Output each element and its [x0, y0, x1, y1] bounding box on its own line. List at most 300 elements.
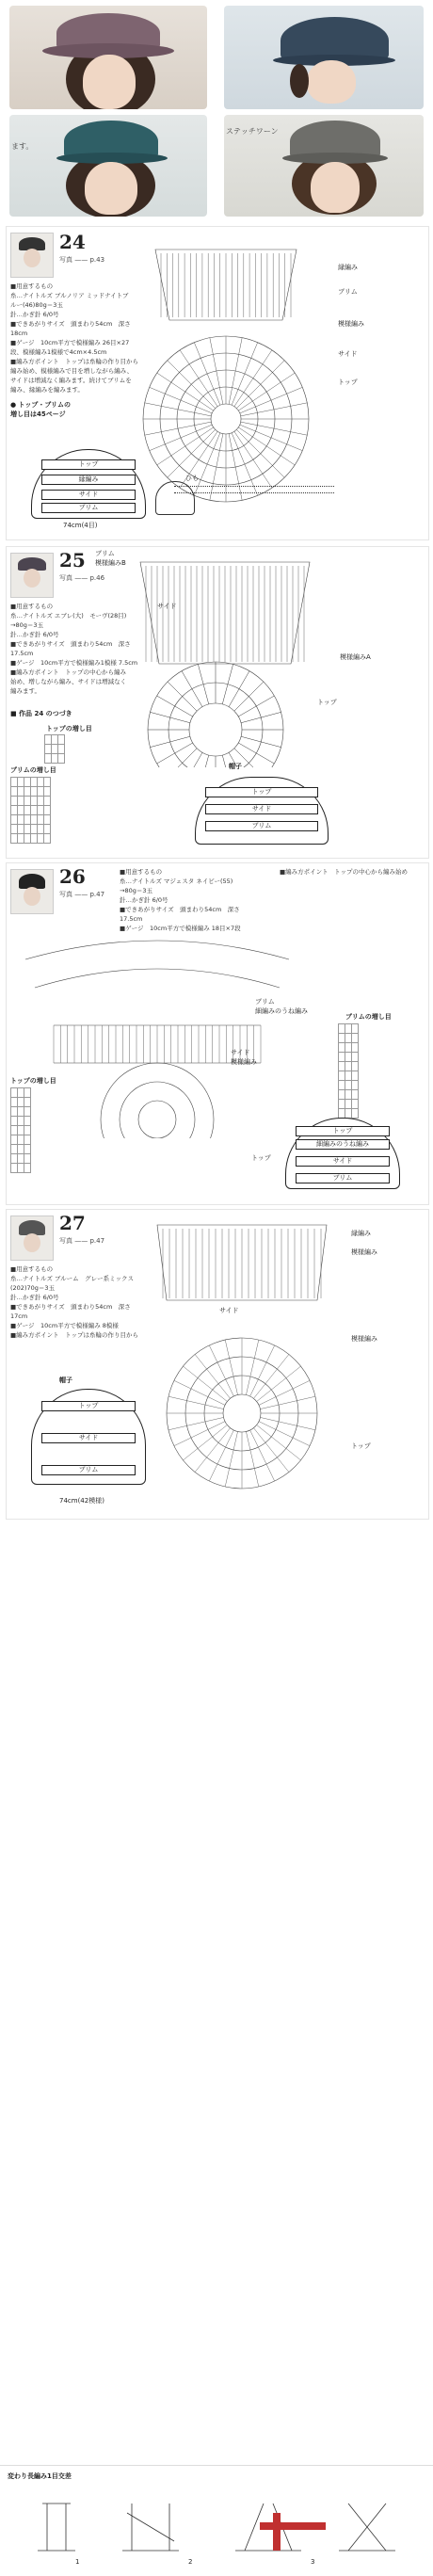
table-cell	[44, 806, 51, 815]
pattern-25-crochet-chart	[112, 551, 338, 767]
stitch-mark	[232, 343, 258, 406]
stitch-mark	[241, 403, 308, 416]
table-cell	[38, 834, 44, 844]
hat-brim-box: ブリム	[296, 1173, 390, 1183]
table-cell	[11, 1164, 18, 1173]
hat-edge-box: 縁編み	[41, 475, 136, 485]
table-cell	[18, 1135, 24, 1145]
photo-woman-blue-cloche	[224, 6, 424, 109]
label-top: トップ	[338, 378, 358, 386]
pattern-number: 24	[59, 231, 86, 253]
hat-size-label: 74cm(4目)	[63, 522, 98, 529]
table-row	[339, 1100, 359, 1109]
materials-line: 糸…ナイトルズ ブルーム グレー系ミックス	[10, 1275, 134, 1282]
table-cell	[58, 735, 65, 745]
table-cell	[44, 778, 51, 787]
hat-schematic	[31, 449, 146, 519]
table-cell	[352, 1053, 359, 1062]
pattern-26-crochet-chart	[16, 931, 298, 1138]
table-cell	[44, 797, 51, 806]
table-row	[339, 1090, 359, 1100]
hat-title: 帽子	[59, 1377, 72, 1384]
table-cell	[352, 1071, 359, 1081]
materials-line: ■できあがりサイズ 頭まわり54cm 深さ	[120, 906, 240, 913]
table-cell	[18, 797, 24, 806]
stitch-mark	[222, 664, 233, 704]
materials-list	[120, 867, 261, 933]
hat-side-box: サイド	[205, 804, 318, 814]
stitch-mark	[238, 743, 274, 764]
stitch-mark	[150, 736, 190, 747]
table-cell	[31, 825, 38, 834]
materials-line: ■編み方ポイント トップは糸輪の作り目から	[10, 1331, 138, 1339]
label-pattern-a: 模様編みA	[340, 653, 371, 661]
label-pattern-b: 模様編みB	[95, 559, 126, 567]
stitch-mark	[182, 671, 202, 707]
stitch-mark	[174, 1380, 225, 1405]
materials-line: 編み、縁編みを編みます。	[10, 386, 84, 394]
top-increase-table	[10, 1087, 31, 1173]
stitch-mark	[253, 1354, 288, 1398]
hat-schematic	[285, 1118, 400, 1189]
table-row	[11, 1145, 31, 1154]
photo-woman-purple-hat	[9, 6, 207, 109]
label-top: トップ	[317, 699, 337, 706]
stitch-mark	[183, 1366, 227, 1401]
table-row	[339, 1053, 359, 1062]
string-chain	[174, 486, 334, 493]
label-brim-ridge: 細編みのうね編み	[255, 1007, 308, 1015]
table-row	[11, 1154, 31, 1164]
stitch-mark	[209, 1345, 233, 1396]
table-cell	[31, 787, 38, 797]
stitch-mark	[157, 743, 193, 764]
photo-caption: ます。	[11, 142, 34, 151]
stitch-mark	[150, 425, 213, 451]
pattern-24-thumbnail	[10, 233, 54, 278]
stitch-mark	[246, 1431, 258, 1486]
stitch-mark	[229, 671, 249, 707]
materials-line: ■用意するもの	[10, 603, 54, 610]
materials-line: ■ゲージ 10cm平方で模様編み 18目×7段	[120, 925, 241, 932]
table-cell	[18, 834, 24, 844]
label-pattern: 模様編み	[351, 1248, 377, 1256]
table-cell	[345, 1071, 352, 1081]
stitch-mark	[168, 682, 197, 711]
table-cell	[11, 787, 18, 797]
table-cell	[18, 1117, 24, 1126]
table-cell	[18, 1088, 24, 1098]
table-cell	[345, 1109, 352, 1119]
step-caption-3: 3	[311, 2558, 315, 2566]
brim-increase-table-title: ブリムの増し目	[10, 766, 56, 774]
table-row	[11, 1098, 31, 1107]
table-cell	[52, 754, 58, 764]
photo-caption-2: ステッチワーン	[226, 127, 279, 136]
table-cell	[339, 1109, 345, 1119]
stitch-mark	[150, 387, 213, 413]
table-cell	[31, 806, 38, 815]
stitch-mark	[259, 1422, 310, 1446]
materials-line: ルー(46)80g＝3玉	[10, 301, 63, 309]
materials-line: 編みます。	[10, 687, 40, 695]
table-cell	[38, 778, 44, 787]
label-edge: 縁編み	[351, 1230, 371, 1237]
table-row	[11, 1088, 31, 1098]
photo-reference: 写真 —— p.47	[59, 1237, 105, 1245]
table-cell	[52, 745, 58, 754]
table-cell	[44, 825, 51, 834]
table-cell	[11, 1135, 18, 1145]
points-text: ■編み方ポイント トップの中心から編み始め	[280, 868, 408, 876]
pattern-24-crochet-chart	[118, 231, 334, 513]
table-cell	[45, 754, 52, 764]
table-cell	[345, 1024, 352, 1034]
materials-line: サイドは増減なく編みます。続けてブリムを	[10, 377, 132, 384]
materials-line: ■できあがりサイズ 頭まわり54cm 深さ	[10, 640, 131, 648]
materials-line: (202)70g＝3玉	[10, 1284, 56, 1292]
table-row	[11, 815, 51, 825]
stitch-diagram	[19, 2485, 414, 2569]
materials-line: 針…かぎ針 6/0号	[10, 311, 59, 318]
table-cell	[24, 1154, 31, 1164]
stitch-mark	[209, 1430, 233, 1481]
materials-line: 糸…ナイトルズ エブレ(大) モーヴ(28目)	[10, 612, 127, 620]
label-pattern: 模様編み	[338, 320, 364, 328]
top-increase-table-title: トップの増し目	[46, 725, 92, 733]
photo-reference: 写真 —— p.43	[59, 256, 105, 264]
table-cell	[45, 735, 52, 745]
pattern-24-card	[6, 226, 429, 540]
step-caption-1: 1	[75, 2558, 80, 2566]
table-cell	[11, 797, 18, 806]
label-side: サイド	[338, 350, 358, 358]
table-cell	[24, 806, 31, 815]
top-brim-note: ● トップ・ブリムの	[10, 401, 72, 409]
stitch-mark	[240, 425, 303, 451]
table-cell	[31, 797, 38, 806]
table-cell	[38, 815, 44, 825]
photo-woman-teal-hat	[9, 115, 207, 217]
table-cell	[339, 1071, 345, 1081]
table-cell	[18, 1145, 24, 1154]
materials-line: 糸…ナイトルズ マジェスタ ネイビー(55)	[120, 877, 233, 885]
stitch-mark	[145, 422, 212, 435]
table-cell	[18, 1098, 24, 1107]
pattern-26-card	[6, 862, 429, 1205]
stitch-mark	[257, 1366, 301, 1401]
table-cell	[352, 1043, 359, 1053]
hat-schematic	[31, 1389, 146, 1485]
materials-line: 針…かぎ針 6/0号	[10, 1294, 59, 1301]
top-increase-table-title: トップの増し目	[10, 1077, 56, 1085]
label-top: トップ	[351, 1442, 371, 1450]
top-brim-note-2: 増し目は45ページ	[10, 411, 66, 418]
table-cell	[24, 1098, 31, 1107]
hat-side-box: サイド	[296, 1156, 390, 1167]
table-cell	[52, 735, 58, 745]
materials-line: ■できあがりサイズ 頭まわり54cm 深さ	[10, 1303, 131, 1311]
stitch-mark	[257, 1425, 301, 1459]
table-cell	[345, 1053, 352, 1062]
stitch-mark	[250, 1430, 275, 1481]
stitch-mark	[250, 1345, 275, 1396]
table-cell	[352, 1024, 359, 1034]
table-cell	[11, 1126, 18, 1135]
table-cell	[345, 1062, 352, 1071]
table-cell	[11, 778, 18, 787]
table-cell	[24, 815, 31, 825]
table-cell	[339, 1034, 345, 1043]
pattern-number: 27	[59, 1212, 86, 1234]
table-cell	[345, 1043, 352, 1053]
table-row	[339, 1071, 359, 1081]
table-cell	[352, 1034, 359, 1043]
table-cell	[18, 825, 24, 834]
hat-title: 帽子	[229, 763, 242, 770]
table-cell	[18, 1126, 24, 1135]
table-row	[339, 1081, 359, 1090]
table-cell	[58, 745, 65, 754]
materials-line: ■ゲージ 10cm平方で模様編み 26目×27	[10, 339, 130, 346]
materials-list	[10, 1264, 152, 1340]
materials-line: 針…かぎ針 6/0号	[120, 896, 168, 904]
table-row	[339, 1034, 359, 1043]
table-cell	[345, 1100, 352, 1109]
table-cell	[352, 1100, 359, 1109]
table-cell	[18, 806, 24, 815]
table-cell	[18, 778, 24, 787]
table-cell	[24, 787, 31, 797]
materials-line: 糸…ナイトルズ ブルノリア ミッドナイトブ	[10, 292, 129, 299]
materials-line: 段、模様編み1模様で4cm×4.5cm	[10, 348, 107, 356]
stitch-mark	[253, 1428, 288, 1473]
stitch-mark	[240, 387, 303, 413]
materials-line: ■用意するもの	[10, 282, 54, 290]
pattern-25-card	[6, 546, 429, 859]
stitch-mark	[246, 1340, 258, 1394]
table-cell	[24, 1135, 31, 1145]
materials-line: →80g＝3玉	[120, 887, 152, 894]
table-cell	[38, 825, 44, 834]
table-cell	[44, 787, 51, 797]
hat-top-box: トップ	[41, 1401, 136, 1411]
stitch-mark	[210, 338, 223, 405]
materials-line: 18cm	[10, 330, 28, 337]
stitch-mark	[238, 696, 274, 716]
label-brim: ブリム	[338, 288, 358, 296]
stitch-mark	[150, 712, 190, 722]
pattern-27-thumbnail	[10, 1216, 54, 1261]
table-cell	[339, 1053, 345, 1062]
stitch-mark	[241, 712, 281, 722]
table-cell	[345, 1081, 352, 1090]
table-row	[11, 787, 51, 797]
materials-line: ■できあがりサイズ 頭まわり54cm 深さ	[10, 320, 131, 328]
label-brim: ブリム	[255, 998, 275, 1006]
hat-brim-box: ブリム	[205, 821, 318, 831]
table-row	[11, 1107, 31, 1117]
stitch-mark	[157, 696, 193, 716]
table-cell	[18, 1107, 24, 1117]
label-string: ひも	[185, 475, 199, 482]
materials-line: ■編み方ポイント トップの中心から編み	[10, 668, 126, 676]
stitch-mark	[145, 403, 212, 416]
table-cell	[24, 825, 31, 834]
pattern-number: 25	[59, 549, 86, 572]
table-cell	[24, 778, 31, 787]
table-row	[11, 1117, 31, 1126]
table-cell	[38, 806, 44, 815]
stitch-guide-title: 変わり長編み1目交差	[8, 2472, 72, 2480]
hat-brim-box: ブリム	[41, 1465, 136, 1475]
materials-line: ■編み方ポイント トップは糸輪の作り目から	[10, 358, 138, 365]
table-cell	[11, 806, 18, 815]
hat-outline-small	[155, 481, 195, 515]
table-cell	[352, 1062, 359, 1071]
table-cell	[38, 787, 44, 797]
stitch-mark	[174, 1422, 225, 1446]
stitch-mark	[229, 338, 242, 405]
table-row	[45, 735, 65, 745]
table-cell	[31, 778, 38, 787]
table-row	[11, 834, 51, 844]
table-cell	[24, 797, 31, 806]
table-cell	[18, 815, 24, 825]
table-cell	[339, 1024, 345, 1034]
table-cell	[11, 1145, 18, 1154]
label-pattern-2: 模様編み	[351, 1335, 377, 1343]
materials-line: 17.5cm	[120, 915, 143, 923]
table-cell	[11, 1117, 18, 1126]
hat-edge-box: 細編みのうね編み	[296, 1139, 390, 1150]
pattern-27-crochet-chart	[138, 1216, 345, 1498]
materials-line: 編み始め、模様編みで目を増しながら編み、	[10, 367, 134, 375]
label-top: トップ	[251, 1154, 271, 1162]
table-cell	[44, 834, 51, 844]
table-row	[45, 754, 65, 764]
table-cell	[352, 1081, 359, 1090]
table-row	[11, 1126, 31, 1135]
table-cell	[339, 1043, 345, 1053]
table-cell	[11, 1088, 18, 1098]
table-cell	[58, 754, 65, 764]
stitch-mark	[168, 1417, 223, 1429]
table-cell	[24, 1126, 31, 1135]
pattern-26-thumbnail	[10, 869, 54, 914]
stitch-mark	[183, 1425, 227, 1459]
label-pattern: 模様編み	[231, 1058, 257, 1066]
table-cell	[24, 1088, 31, 1098]
table-cell	[352, 1090, 359, 1100]
label-side: サイド	[157, 603, 177, 610]
materials-line: 17.5cm	[10, 650, 34, 657]
table-cell	[352, 1109, 359, 1119]
stitch-mark	[225, 1431, 237, 1486]
table-cell	[24, 834, 31, 844]
brim-increase-table-title: ブリムの増し目	[345, 1013, 392, 1021]
photo-reference: 写真 —— p.46	[59, 574, 105, 582]
table-cell	[339, 1100, 345, 1109]
hat-top-box: トップ	[296, 1126, 390, 1136]
table-cell	[11, 1154, 18, 1164]
stitch-mark	[260, 1417, 314, 1429]
materials-line: 17cm	[10, 1312, 28, 1320]
materials-line: →80g＝3玉	[10, 621, 43, 629]
table-row	[11, 1164, 31, 1173]
continuation-label: ■ 作品 24 のつづき	[10, 710, 72, 717]
table-row	[11, 797, 51, 806]
table-row	[11, 825, 51, 834]
stitch-mark	[234, 682, 264, 711]
table-cell	[24, 1107, 31, 1117]
table-row	[11, 778, 51, 787]
pattern-25-thumbnail	[10, 553, 54, 598]
table-cell	[24, 1117, 31, 1126]
materials-line: 針…かぎ針 6/0号	[10, 631, 59, 638]
stitch-mark	[195, 1354, 230, 1398]
table-cell	[24, 1164, 31, 1173]
table-cell	[11, 1107, 18, 1117]
stitch-mark	[168, 749, 197, 767]
table-cell	[18, 1164, 24, 1173]
hat-brim-box: ブリム	[41, 503, 136, 513]
hat-side-box: サイド	[41, 490, 136, 500]
table-row	[339, 1024, 359, 1034]
stitch-guide	[0, 2465, 433, 2576]
photo-woman-grey-hat	[224, 115, 424, 217]
stitch-mark	[259, 1380, 310, 1405]
table-cell	[11, 1098, 18, 1107]
table-row	[11, 1135, 31, 1145]
stitch-mark	[168, 1396, 223, 1409]
table-row	[11, 806, 51, 815]
table-cell	[38, 797, 44, 806]
table-cell	[11, 825, 18, 834]
table-cell	[345, 1090, 352, 1100]
table-row	[339, 1062, 359, 1071]
brim-increase-table	[10, 777, 51, 844]
hat-size-label: 74cm(42模様)	[59, 1497, 104, 1505]
pattern-number: 26	[59, 865, 86, 888]
stitch-mark	[194, 343, 220, 406]
table-cell	[11, 815, 18, 825]
hat-side-box: サイド	[41, 1433, 136, 1443]
hat-top-box: トップ	[205, 787, 318, 797]
top-increase-table	[44, 734, 65, 764]
table-cell	[31, 834, 38, 844]
step-caption-2: 2	[188, 2558, 193, 2566]
materials-line: ■ゲージ 10cm平方で模様編み 8模様	[10, 1322, 119, 1329]
table-cell	[18, 787, 24, 797]
table-cell	[11, 834, 18, 844]
table-row	[45, 745, 65, 754]
label-side: サイド	[219, 1307, 239, 1314]
label-side: サイド	[231, 1049, 250, 1056]
hat-schematic	[195, 777, 329, 845]
stitch-mark	[195, 1428, 230, 1473]
label-edge: 縁編み	[338, 264, 358, 271]
stitch-mark	[225, 1340, 237, 1394]
table-cell	[339, 1081, 345, 1090]
materials-line: ■ゲージ 10cm平方で模様編み1模様 7.5cm	[10, 659, 138, 667]
table-cell	[44, 815, 51, 825]
stitch-mark	[198, 664, 208, 704]
table-cell	[345, 1034, 352, 1043]
table-row	[339, 1043, 359, 1053]
materials-line: ■用意するもの	[10, 1265, 54, 1273]
hat-top-box: トップ	[41, 459, 136, 470]
